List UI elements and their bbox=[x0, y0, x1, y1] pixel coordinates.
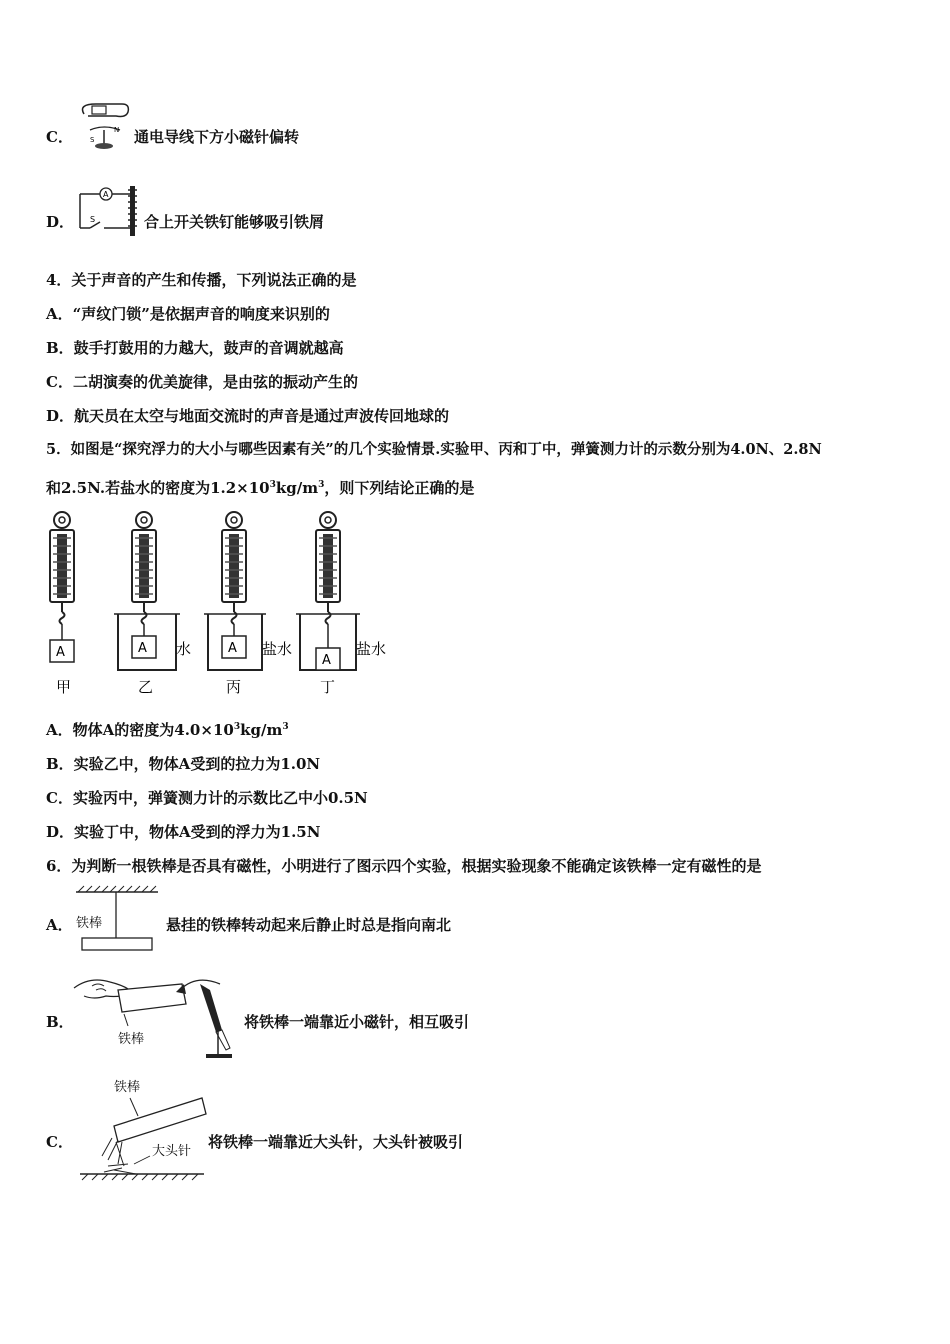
electromagnet-figure bbox=[74, 184, 146, 238]
q6-stem: 6．为判断一根铁棒是否具有磁性，小明进行了图示四个实验，根据实验现象不能确定该铁棒一定有磁性的是 bbox=[46, 857, 762, 875]
q5-option-d: D．实验丁中，物体A受到的浮力为1.5N bbox=[46, 823, 321, 841]
compass-s-letter: S bbox=[90, 136, 95, 144]
rod-attracting-pins-figure bbox=[74, 1076, 210, 1184]
q5-option-b: B．实验乙中，物体A受到的拉力为1.0N bbox=[46, 755, 321, 773]
q3-option-c-text: 通电导线下方小磁针偏转 bbox=[134, 128, 300, 146]
q5-stem-line1: 5．如图是“探究浮力的大小与哪些因素有关”的几个实验情景.实验甲、丙和丁中，弹簧测力计的示数分别为4.0N、2.8N bbox=[46, 441, 822, 458]
block-a-bing: A bbox=[228, 641, 237, 656]
q6-b-rod-label: 铁棒 bbox=[118, 1032, 145, 1047]
q4-option-d: D．航天员在太空与地面交流时的声音是通过声波传回地球的 bbox=[46, 407, 450, 425]
q4-option-a: A．“声纹门锁”是依据声音的响度来识别的 bbox=[46, 305, 330, 323]
q6-option-b-label: B． bbox=[46, 1013, 74, 1031]
q6-c-pins-label: 大头针 bbox=[152, 1144, 192, 1159]
buoyancy-experiment-figure bbox=[44, 510, 404, 700]
q6-option-a-text: 悬挂的铁棒转动起来后静止时总是指向南北 bbox=[166, 916, 452, 934]
caption-bing: 丙 bbox=[226, 678, 242, 696]
q4-option-c: C．二胡演奏的优美旋律，是由弦的振动产生的 bbox=[46, 373, 358, 391]
scale-jia bbox=[50, 512, 74, 696]
q3-option-c-label: C． bbox=[46, 128, 73, 146]
q5-stem-line2: 和2.5N.若盐水的密度为$1.2\times 10^3kg/m^3$，则下列结论正确的是 bbox=[46, 479, 475, 497]
q6-option-a-label: A． bbox=[46, 916, 73, 934]
liquid-bing: 盐水 bbox=[262, 640, 293, 658]
block-a-jia: A bbox=[56, 645, 65, 660]
q4-option-b: B．鼓手打鼓用的力越大，鼓声的音调就越高 bbox=[46, 339, 344, 357]
q6-option-c-label: C． bbox=[46, 1133, 73, 1151]
q6-option-b-text: 将铁棒一端靠近小磁针，相互吸引 bbox=[244, 1013, 470, 1031]
scale-bing bbox=[204, 512, 292, 696]
q6-a-rod-label: 铁棒 bbox=[76, 916, 103, 931]
q6-option-c-text: 将铁棒一端靠近大头针，大头针被吸引 bbox=[208, 1133, 464, 1151]
ammeter-letter: A bbox=[103, 190, 109, 199]
block-a-ding: A bbox=[322, 653, 331, 668]
rod-near-compass-figure bbox=[70, 970, 240, 1062]
scale-yi bbox=[114, 512, 191, 696]
caption-yi: 乙 bbox=[138, 678, 154, 696]
caption-ding: 丁 bbox=[320, 678, 336, 696]
q3-option-d-label: D． bbox=[46, 213, 75, 231]
compass-n-letter: N bbox=[114, 126, 120, 134]
scale-ding bbox=[296, 512, 386, 696]
liquid-yi: 水 bbox=[176, 640, 192, 658]
caption-jia: 甲 bbox=[56, 678, 72, 696]
q4-stem: 4．关于声音的产生和传播，下列说法正确的是 bbox=[46, 271, 357, 289]
compass-wire-figure bbox=[76, 100, 132, 154]
q5-option-c: C．实验丙中，弹簧测力计的示数比乙中小0.5N bbox=[46, 789, 368, 807]
q6-c-rod-label: 铁棒 bbox=[114, 1080, 141, 1095]
block-a-yi: A bbox=[138, 641, 147, 656]
q5-option-a: A．物体A的密度为$4.0\times 10^3kg/m^3$ bbox=[46, 721, 289, 739]
switch-letter: S bbox=[90, 215, 96, 224]
q3-option-d-text: 合上开关铁钉能够吸引铁屑 bbox=[144, 213, 325, 231]
liquid-ding: 盐水 bbox=[356, 640, 387, 658]
